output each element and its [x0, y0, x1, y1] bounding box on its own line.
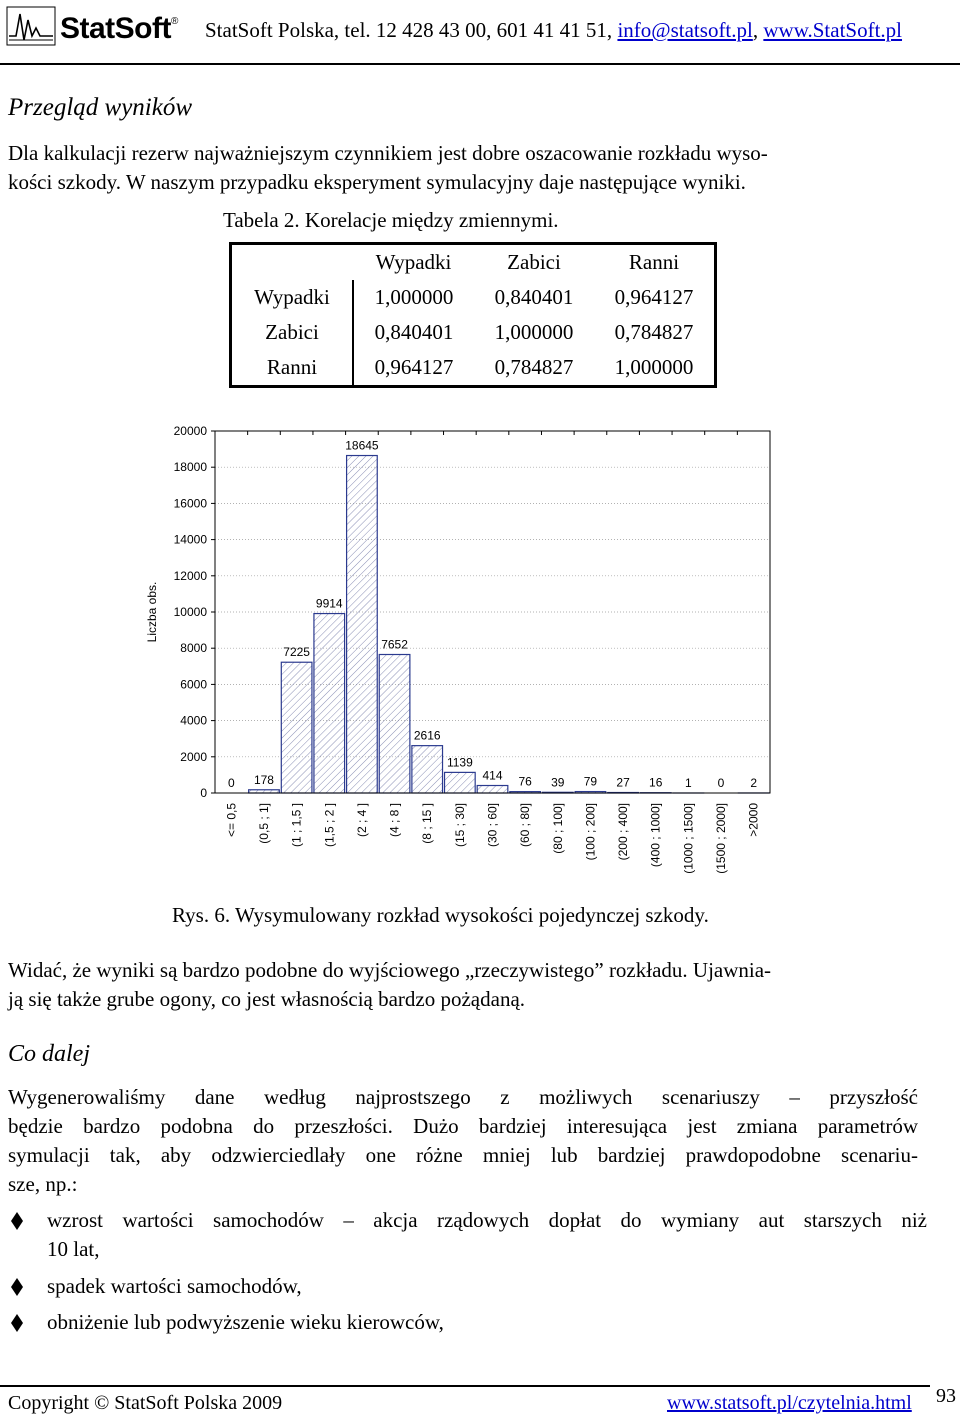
bar-value-label: 0 [717, 776, 725, 790]
statsoft-logo-icon [6, 6, 56, 46]
diamond-bullet-icon [8, 1211, 26, 1231]
bar-value-label: 7225 [283, 645, 310, 660]
bar-value-label: 27 [616, 775, 630, 790]
diamond-bullet-icon [8, 1277, 26, 1297]
y-tick-label: 4000 [180, 713, 207, 728]
bar-value-label: 414 [482, 768, 503, 783]
histogram-bar [477, 786, 508, 793]
row-header: Wypadki [231, 280, 354, 315]
histogram-bar [412, 746, 443, 793]
correlation-table [229, 242, 717, 388]
x-category-label: (1,5 ; 2 ] [322, 803, 337, 848]
table-cell: 1,000000 [494, 320, 574, 344]
bar-value-label: 2616 [413, 728, 441, 743]
y-tick-label: 18000 [173, 460, 207, 475]
header-divider [0, 63, 960, 65]
table-cell: 0,964127 [374, 355, 454, 379]
footer-link[interactable]: www.statsoft.pl/czytelnia.html [667, 1392, 912, 1414]
bar-value-label: 7652 [381, 637, 408, 652]
table-row [231, 350, 716, 387]
x-category-label: (80 ; 100] [550, 803, 565, 854]
table-row [231, 315, 716, 350]
x-category-label: (200 ; 400] [616, 803, 631, 861]
section-title-results: Przegląd wyników [8, 94, 193, 121]
histogram-bar [379, 654, 410, 793]
y-tick-label: 12000 [173, 568, 207, 583]
y-tick-label: 14000 [173, 532, 207, 547]
figure-caption: Rys. 6. Wysymulowany rozkład wysokości pojedynczej szkody. [172, 903, 709, 927]
bar-value-label: 178 [253, 772, 274, 787]
histogram-chart [140, 420, 780, 890]
intro-paragraph: Dla kalkulacji rezerw najważniejszym czynnikiem jest dobre oszacowanie rozkładu wyso- kości szkody. W naszym przypadku eksperyment symulacyjny daje następujące wyniki. [8, 141, 768, 194]
x-category-label: <= 0,5 [224, 803, 239, 838]
table-cell: 0,964127 [614, 285, 694, 309]
row-header: Ranni [231, 350, 354, 387]
bar-value-label: 2 [750, 775, 758, 790]
page-header [0, 0, 960, 64]
x-category-label: (4 ; 8 ] [387, 803, 402, 838]
diamond-bullet-icon [8, 1313, 26, 1333]
table-cell: 1,000000 [374, 285, 454, 309]
x-category-label: (400 ; 1000] [648, 803, 663, 868]
footer-divider [0, 1385, 930, 1387]
x-category-label: (1000 ; 1500] [681, 803, 696, 874]
table-caption: Tabela 2. Korelacje między zmiennymi. [223, 208, 559, 232]
next-paragraph: Wygenerowaliśmy dane według najprostszego z możliwych scenariuszy – przyszłość będzie bardzo podobna do przeszłości. Dużo bardziej interesująca jest zmiana parametrów symulacji tak, aby odzwierciedlały one różne mniej lub bardziej prawdopodobne scenariu- sze, np.: [8, 1085, 918, 1196]
y-tick-label: 8000 [180, 641, 207, 656]
bar-value-label: 76 [518, 774, 532, 789]
y-tick-label: 10000 [173, 605, 207, 619]
bar-value-label: 1139 [446, 755, 473, 770]
y-tick-label: 2000 [180, 749, 207, 764]
bar-value-label: 9914 [315, 596, 343, 611]
row-header: Zabici [231, 315, 354, 350]
table-header-row [231, 244, 716, 281]
histogram-bar [281, 662, 312, 793]
histogram-bar [347, 456, 378, 793]
footer-copyright: Copyright © StatSoft Polska 2009 [8, 1392, 283, 1414]
x-category-label: (0,5 ; 1] [256, 803, 271, 844]
x-category-label: >2000 [746, 803, 761, 837]
column-header: Zabici [507, 250, 561, 274]
x-category-label: (100 ; 200] [583, 803, 598, 861]
table-cell: 0,840401 [374, 320, 454, 344]
histogram-bar [314, 614, 345, 793]
section-title-next: Co dalej [8, 1041, 90, 1067]
x-category-label: (15 ; 30] [452, 803, 467, 848]
website-link[interactable]: www.StatSoft.pl [763, 18, 903, 42]
bar-value-label: 39 [551, 775, 565, 790]
x-category-label: (8 ; 15 ] [420, 803, 435, 844]
table-cell: 1,000000 [614, 355, 694, 379]
y-tick-label: 6000 [180, 677, 207, 692]
x-category-label: (2 ; 4 ] [354, 803, 369, 838]
bar-value-label: 1 [685, 775, 692, 790]
bar-value-label: 79 [583, 774, 598, 789]
y-tick-label: 16000 [173, 496, 207, 511]
bar-value-label: 18645 [345, 438, 379, 453]
x-category-label: (1 ; 1,5 ] [289, 803, 304, 848]
bar-value-label: 16 [649, 775, 663, 790]
x-category-label: (60 ; 80] [518, 803, 533, 848]
y-tick-label: 0 [200, 786, 207, 800]
table-row [231, 280, 716, 315]
bar-value-label: 0 [227, 776, 235, 790]
column-header: Ranni [628, 250, 680, 274]
page-number: 93 [936, 1385, 956, 1407]
x-category-label: (30 ; 60] [485, 803, 500, 848]
table-cell: 0,784827 [614, 320, 694, 344]
y-axis-label: Liczba obs. [145, 581, 159, 643]
histogram-bar [445, 772, 476, 793]
table-cell: 0,784827 [494, 355, 574, 379]
y-tick-label: 20000 [173, 424, 207, 438]
contact-line: StatSoft Polska, tel. 12 428 43 00, 601 41 41 51, info@statsoft.pl, www.StatSoft.pl [205, 18, 903, 42]
brand-name: StatSoft® [60, 12, 178, 45]
email-link[interactable]: info@statsoft.pl [617, 18, 753, 42]
table-cell: 0,840401 [494, 285, 574, 309]
column-header: Wypadki [375, 250, 452, 274]
results-paragraph: Widać, że wyniki są bardzo podobne do wyjściowego „rzeczywistego” rozkładu. Ujawnia- ją się także grube ogony, co jest własnością bardzo pożądaną. [8, 958, 772, 1011]
x-category-label: (1500 ; 2000] [714, 803, 729, 874]
